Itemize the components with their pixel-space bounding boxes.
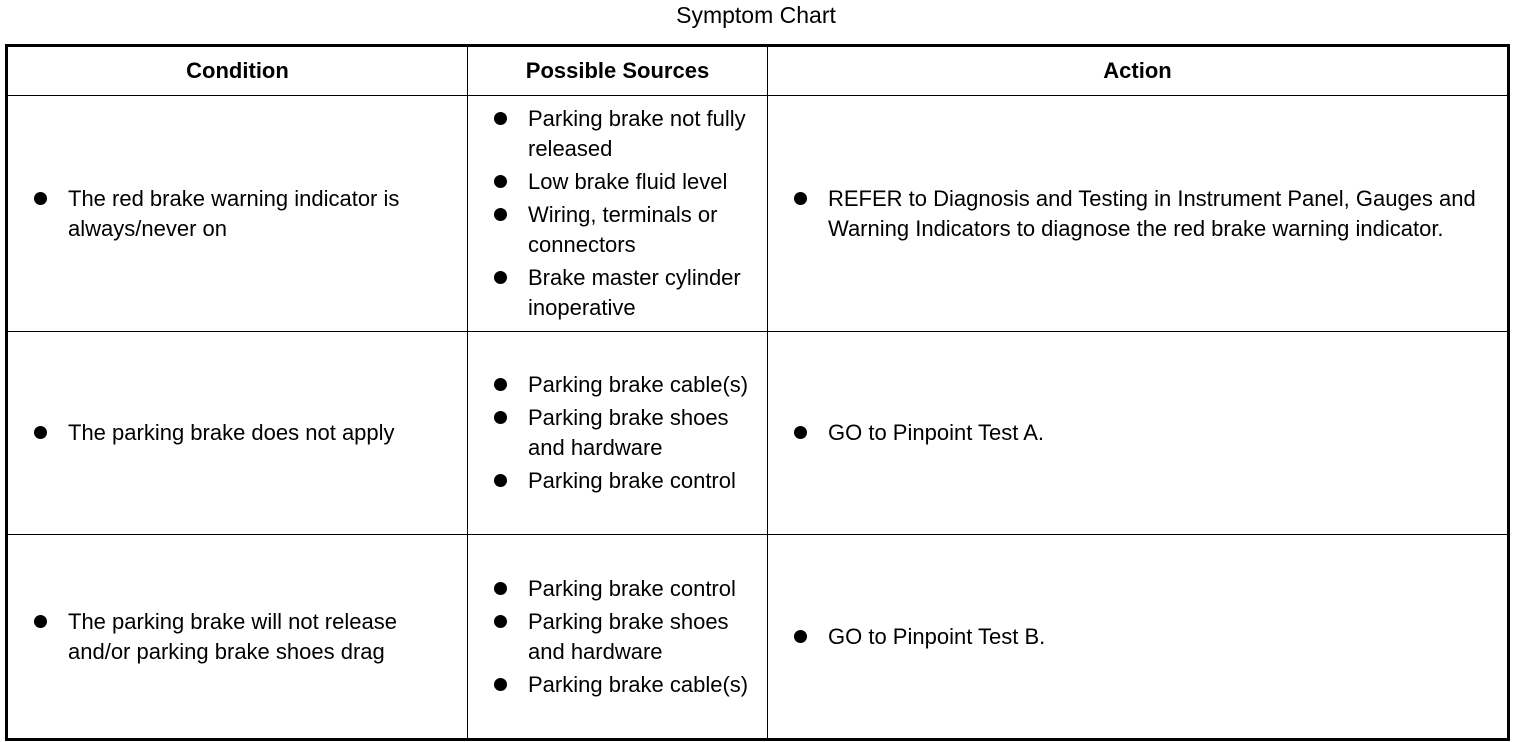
condition-cell bbox=[7, 96, 468, 332]
bullet-icon bbox=[494, 474, 507, 487]
source-item bbox=[494, 167, 761, 197]
action-item bbox=[794, 184, 1487, 244]
bullet-icon bbox=[494, 411, 507, 424]
condition-cell bbox=[7, 332, 468, 535]
bullet-icon bbox=[494, 271, 507, 284]
source-item bbox=[494, 104, 761, 164]
table-row bbox=[7, 535, 1509, 740]
bullet-icon bbox=[34, 426, 47, 439]
bullet-icon bbox=[794, 630, 807, 643]
source-text: Parking brake not fully released bbox=[528, 106, 746, 161]
chart-title: Symptom Chart bbox=[676, 2, 836, 28]
source-text: Low brake fluid level bbox=[528, 169, 728, 194]
source-item bbox=[494, 466, 761, 496]
condition-item bbox=[34, 607, 457, 667]
table-row bbox=[7, 96, 1509, 332]
bullet-icon bbox=[34, 615, 47, 628]
condition-text: The red brake warning indicator is always/never on bbox=[68, 185, 400, 241]
header-action: Action bbox=[768, 46, 1509, 96]
bullet-icon bbox=[494, 615, 507, 628]
condition-text: The parking brake will not release and/or parking brake shoes drag bbox=[68, 608, 397, 664]
source-item bbox=[494, 403, 761, 463]
header-row bbox=[7, 46, 1509, 96]
bullet-icon bbox=[494, 112, 507, 125]
symptom-table bbox=[5, 44, 1510, 741]
bullet-icon bbox=[494, 678, 507, 691]
bullet-icon bbox=[34, 192, 47, 205]
source-item bbox=[494, 263, 761, 323]
source-item bbox=[494, 607, 761, 667]
action-text: GO to Pinpoint Test A. bbox=[828, 420, 1045, 445]
source-text: Parking brake cable(s) bbox=[528, 372, 749, 397]
action-cell bbox=[768, 332, 1509, 535]
bullet-icon bbox=[494, 175, 507, 188]
source-item bbox=[494, 670, 761, 700]
bullet-icon bbox=[794, 426, 807, 439]
source-text: Brake master cylinder inoperative bbox=[528, 265, 741, 320]
sources-cell bbox=[468, 332, 768, 535]
header-condition: Condition bbox=[7, 46, 468, 96]
action-cell bbox=[768, 535, 1509, 740]
condition-item bbox=[34, 418, 457, 448]
sources-cell bbox=[468, 535, 768, 740]
source-item bbox=[494, 370, 761, 400]
bullet-icon bbox=[494, 208, 507, 221]
source-text: Parking brake shoes and hardware bbox=[528, 608, 729, 664]
bullet-icon bbox=[494, 582, 507, 595]
action-item bbox=[794, 622, 1487, 652]
action-text: REFER to Diagnosis and Testing in Instrument Panel, Gauges and Warning Indicators to diagnose the red brake warning indicator. bbox=[828, 185, 1476, 241]
action-item bbox=[794, 418, 1487, 448]
header-possible-sources: Possible Sources bbox=[468, 46, 768, 96]
action-cell bbox=[768, 96, 1509, 332]
table-row bbox=[7, 332, 1509, 535]
sources-cell bbox=[468, 96, 768, 332]
action-text: GO to Pinpoint Test B. bbox=[828, 623, 1046, 649]
source-text: Wiring, terminals or connectors bbox=[528, 202, 718, 257]
source-text: Parking brake shoes and hardware bbox=[528, 405, 729, 460]
source-text: Parking brake cable(s) bbox=[528, 671, 749, 697]
source-text: Parking brake control bbox=[528, 468, 736, 493]
condition-item bbox=[34, 184, 457, 244]
condition-text: The parking brake does not apply bbox=[68, 420, 395, 445]
condition-cell bbox=[7, 535, 468, 740]
bullet-icon bbox=[494, 378, 507, 391]
bullet-icon bbox=[794, 192, 807, 205]
source-item bbox=[494, 200, 761, 260]
source-text: Parking brake control bbox=[528, 575, 736, 601]
source-item bbox=[494, 574, 761, 604]
